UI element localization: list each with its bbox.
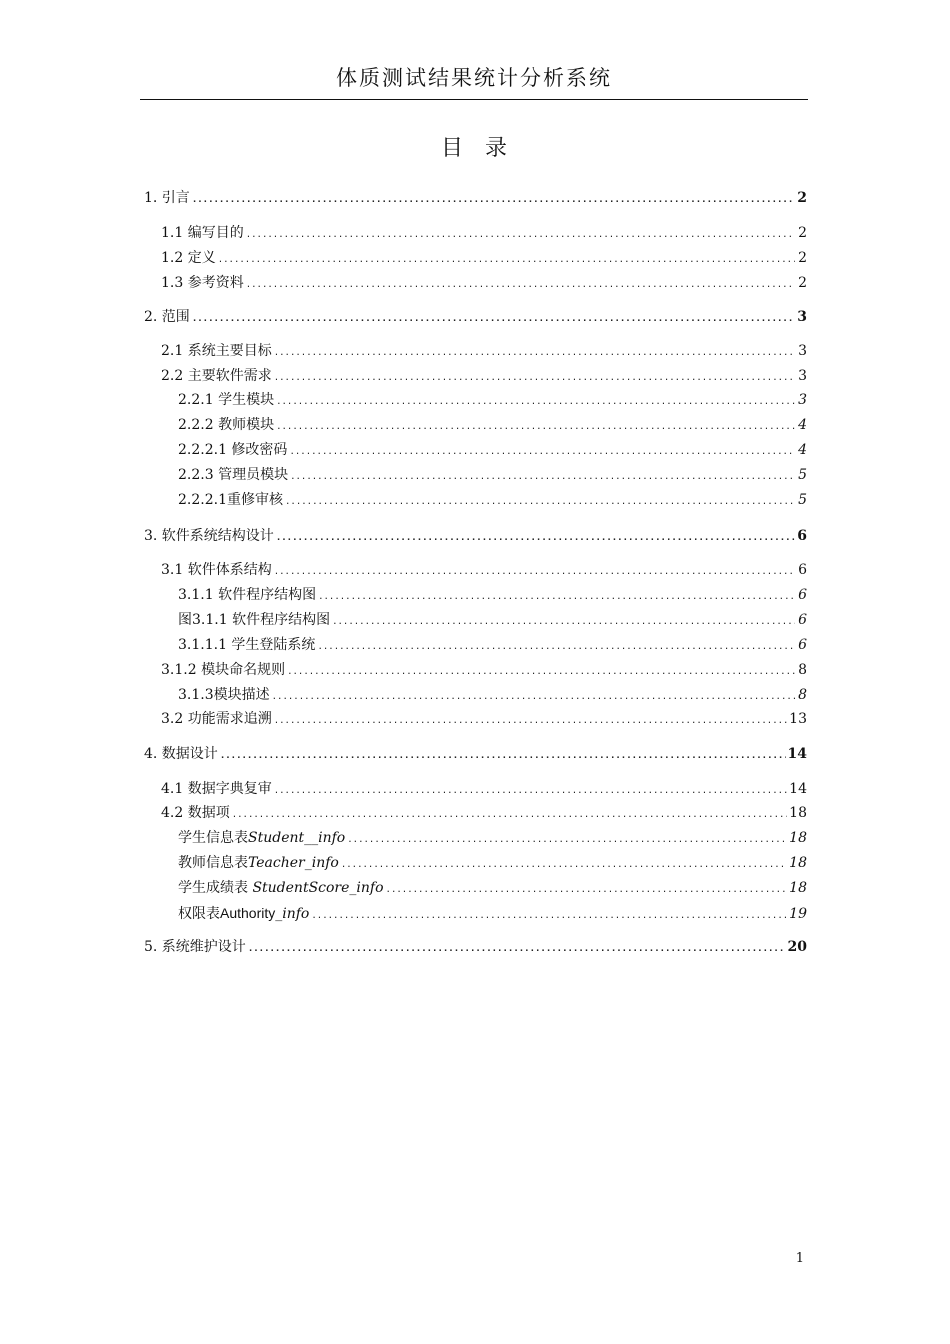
toc-entry-page: 13 (789, 711, 807, 727)
toc-entry-page: 6 (797, 528, 807, 544)
toc-leader (220, 747, 786, 765)
toc-leader (285, 493, 795, 511)
toc-entry-page: 14 (789, 781, 807, 797)
toc-entry-page: 6 (798, 637, 807, 653)
toc-leader (272, 688, 795, 706)
toc-entry-label: 2. 范围 (144, 309, 190, 325)
toc-leader (274, 782, 787, 800)
toc-entry-page: 4 (798, 417, 807, 433)
toc-leader (311, 907, 787, 925)
running-header: 体质测试结果统计分析系统 (336, 66, 612, 90)
toc-entry[interactable] (161, 804, 807, 824)
toc-entry-page: 3 (798, 368, 807, 384)
toc-entry[interactable] (144, 938, 807, 958)
toc-entry-page: 19 (789, 906, 807, 922)
toc-entry[interactable] (144, 189, 807, 209)
toc-leader (347, 831, 787, 849)
toc-entry[interactable] (161, 561, 807, 581)
toc-entry-label: 教师信息表Teacher_info (178, 855, 339, 871)
toc-leader (218, 251, 795, 269)
toc-entry-label: 学生信息表Student__info (178, 830, 346, 846)
toc-entry-label: 3.1.1.1 学生登陆系统 (178, 637, 316, 653)
toc-leader (318, 588, 795, 606)
toc-entry-label: 学生成绩表 StudentScore_info (178, 880, 384, 896)
toc-entry[interactable] (144, 308, 807, 328)
toc-entry-page: 18 (789, 830, 807, 846)
toc-entry-label: 3.1 软件体系结构 (161, 562, 272, 578)
toc-entry-label: 2.2.1 学生模块 (178, 392, 275, 408)
toc-entry[interactable] (178, 466, 807, 486)
toc-leader (246, 276, 795, 294)
toc-leader (290, 468, 795, 486)
toc-entry-page: 3 (798, 392, 807, 408)
toc-entry[interactable] (178, 686, 807, 706)
toc-entry[interactable] (144, 527, 807, 547)
toc-entry-page: 3 (798, 343, 807, 359)
toc-entry[interactable] (161, 710, 807, 730)
toc-entry[interactable] (161, 224, 807, 244)
toc-entry-label: 1.1 编写目的 (161, 225, 244, 241)
toc-entry[interactable] (178, 491, 807, 511)
toc-leader (287, 663, 795, 681)
toc-entry-page: 5 (798, 467, 807, 483)
toc-entry-label: 权限表Authority_info (178, 905, 310, 922)
toc-entry-label: 3.1.2 模块命名规则 (161, 662, 286, 678)
toc-entry[interactable] (161, 661, 807, 681)
toc-entry[interactable] (178, 829, 807, 849)
toc-entry[interactable] (178, 904, 807, 925)
toc-entry[interactable] (178, 586, 807, 606)
toc-entry-label: 2.1 系统主要目标 (161, 343, 272, 359)
toc-entry-label: 4.2 数据项 (161, 805, 230, 821)
toc-entry-page: 2 (798, 225, 807, 241)
toc-entry[interactable] (161, 367, 807, 387)
toc-entry-page: 18 (789, 880, 807, 896)
toc-entry-page: 18 (789, 855, 807, 871)
toc-leader (276, 418, 795, 436)
toc-entry[interactable] (161, 249, 807, 269)
header-rule (140, 99, 808, 100)
toc-entry[interactable] (161, 780, 807, 800)
toc-entry-page: 2 (797, 190, 807, 206)
toc-leader (248, 940, 786, 958)
toc-leader (276, 529, 795, 547)
toc-entry-label: 2.2.2.1重修审核 (178, 492, 283, 508)
toc-entry-label: 1.3 参考资料 (161, 275, 244, 291)
toc-leader (386, 881, 788, 899)
toc-entry[interactable] (144, 745, 807, 765)
toc-entry-label: 2.2.2 教师模块 (178, 417, 275, 433)
toc-entry-page: 18 (789, 805, 807, 821)
toc-entry-page: 8 (798, 687, 807, 703)
toc-leader (192, 310, 795, 328)
toc-leader (317, 638, 795, 656)
toc-entry-page: 2 (798, 250, 807, 266)
toc-entry-page: 2 (798, 275, 807, 291)
toc-leader (274, 369, 795, 387)
toc-entry-label: 1.2 定义 (161, 250, 216, 266)
toc-entry-page: 4 (798, 442, 807, 458)
toc-entry-page: 3 (797, 309, 807, 325)
toc-leader (274, 563, 795, 581)
toc-entry[interactable] (161, 342, 807, 362)
toc-entry-label: 4. 数据设计 (144, 746, 218, 762)
toc-entry[interactable] (178, 879, 807, 899)
toc-entry-page: 14 (787, 746, 807, 762)
toc-entry[interactable] (178, 636, 807, 656)
toc-entry-label: 2.2.3 管理员模块 (178, 467, 289, 483)
toc-entry[interactable] (161, 274, 807, 294)
toc-entry[interactable] (178, 611, 807, 631)
toc-leader (274, 712, 787, 730)
toc-entry-label: 2.2.2.1 修改密码 (178, 442, 288, 458)
toc-leader (341, 856, 787, 874)
toc-entry-label: 3. 软件系统结构设计 (144, 528, 274, 544)
toc-entry-label: 3.1.1 软件程序结构图 (178, 587, 317, 603)
toc-entry[interactable] (178, 391, 807, 411)
toc-leader (289, 443, 795, 461)
toc-leader (246, 226, 795, 244)
toc-entry-label: 3.2 功能需求追溯 (161, 711, 272, 727)
toc-entry-label: 5. 系统维护设计 (144, 939, 246, 955)
toc-entry[interactable] (178, 441, 807, 461)
toc-entry[interactable] (178, 416, 807, 436)
toc-entry-page: 8 (798, 662, 807, 678)
toc-entry-label: 2.2 主要软件需求 (161, 368, 272, 384)
toc-leader (332, 613, 795, 631)
toc-entry[interactable] (178, 854, 807, 874)
toc-leader (232, 806, 787, 824)
toc-entry-label: 图3.1.1 软件程序结构图 (178, 612, 331, 628)
toc-entry-page: 20 (787, 939, 807, 955)
toc-entry-page: 6 (798, 562, 807, 578)
toc-leader (192, 191, 795, 209)
toc-entry-page: 5 (798, 492, 807, 508)
toc-entry-page: 6 (798, 612, 807, 628)
toc-entry-page: 6 (798, 587, 807, 603)
toc-entry-label: 4.1 数据字典复审 (161, 781, 272, 797)
page-number: 1 (795, 1251, 804, 1266)
toc-title: 目录 (440, 136, 529, 161)
toc-entry-label: 1. 引言 (144, 190, 190, 206)
toc-leader (274, 344, 795, 362)
toc-entry-label: 3.1.3模块描述 (178, 687, 270, 703)
toc-leader (276, 393, 795, 411)
